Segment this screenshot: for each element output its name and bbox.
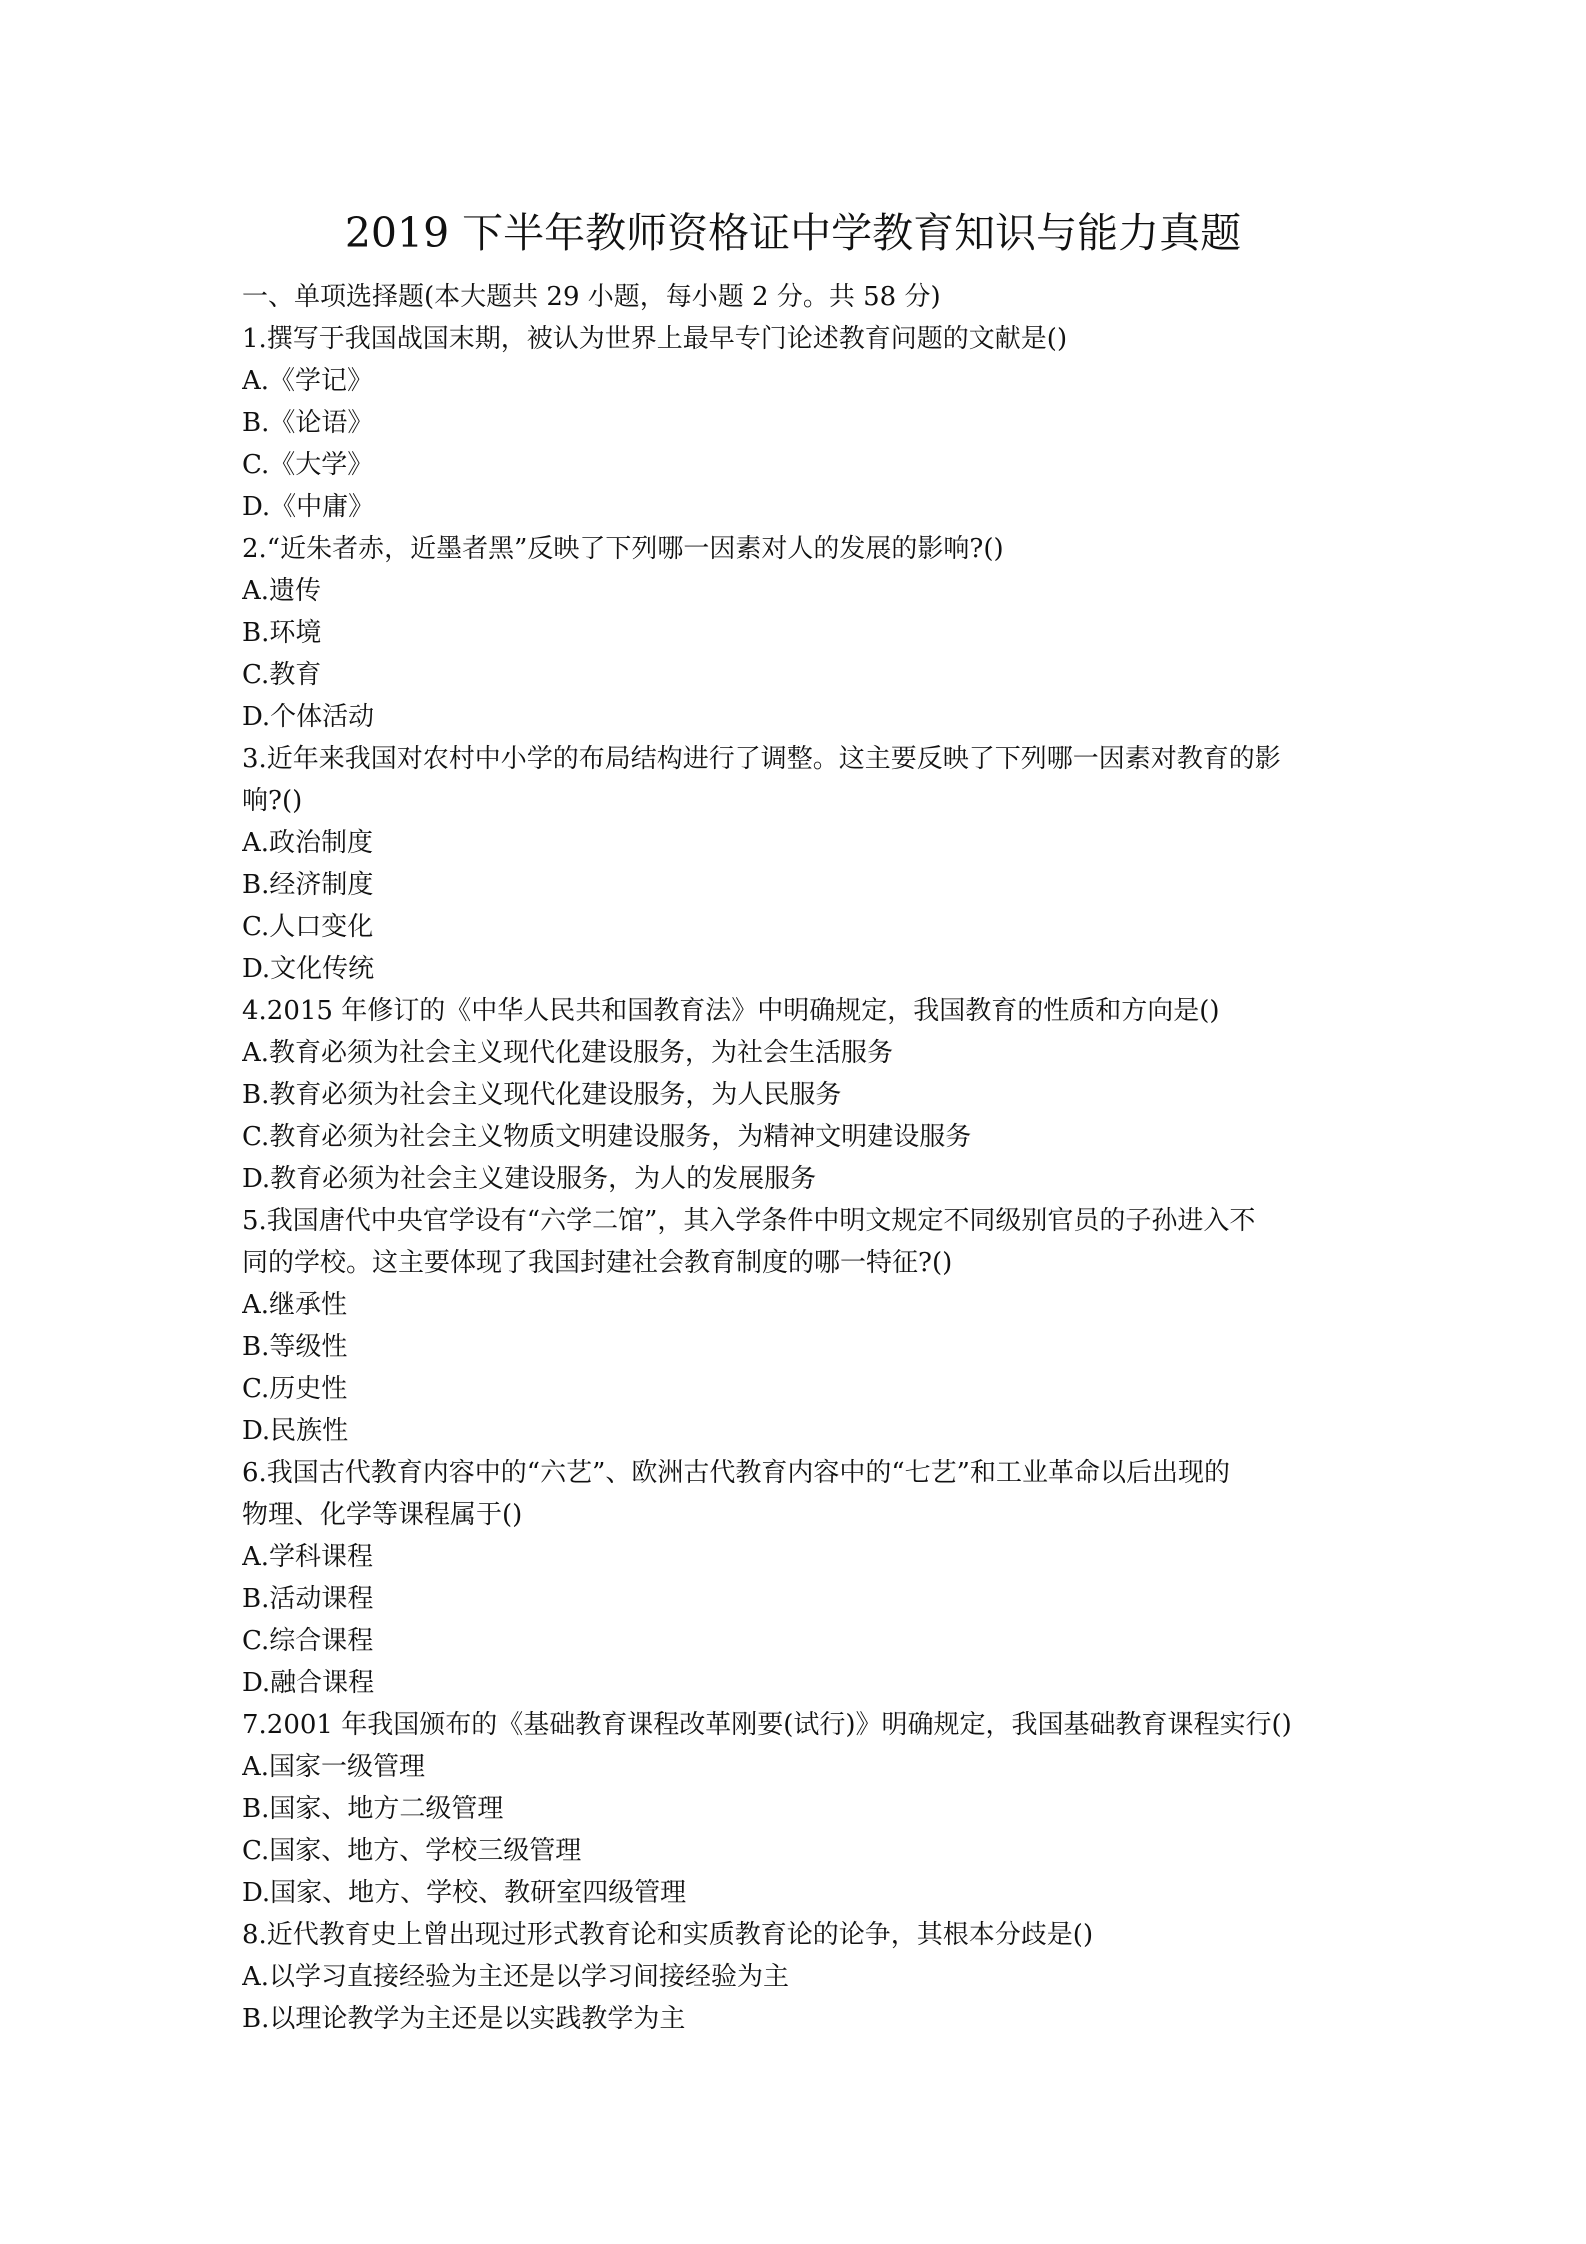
option-a: A.《学记》 [242,366,374,396]
option-c: C.人口变化 [242,912,374,942]
document-body [242,276,1354,2040]
option-a: A.教育必须为社会主义现代化建设服务，为社会生活服务 [242,1038,894,1068]
question-3 [242,738,1354,990]
option-c: C.教育 [242,660,322,690]
question-8 [242,1914,1354,2040]
option-a: A.遗传 [242,576,322,606]
option-b: B.《论语》 [242,408,374,438]
question-stem-line-2: 物理、化学等课程属于() [242,1500,523,1530]
question-6 [242,1452,1354,1704]
option-c: C.《大学》 [242,450,374,480]
option-b: B.国家、地方二级管理 [242,1794,504,1824]
option-a: A.国家一级管理 [242,1752,426,1782]
option-b: B.以理论教学为主还是以实践教学为主 [242,2004,686,2034]
option-d: D.国家、地方、学校、教研室四级管理 [242,1878,687,1908]
option-d: D.教育必须为社会主义建设服务，为人的发展服务 [242,1164,817,1194]
option-d: D.融合课程 [242,1668,375,1698]
section-heading: 一、单项选择题(本大题共 29 小题，每小题 2 分。共 58 分) [242,282,941,312]
question-5 [242,1200,1354,1452]
document-title: 2019 下半年教师资格证中学教育知识与能力真题 [344,209,1242,257]
option-a: A.学科课程 [242,1542,374,1572]
question-1 [242,318,1354,528]
question-2 [242,528,1354,738]
question-stem-line-1: 5.我国唐代中央官学设有“六学二馆”，其入学条件中明文规定不同级别官员的子孙进入不 [242,1206,1256,1236]
option-a: A.政治制度 [242,828,374,858]
question-stem-line-2: 响?() [242,786,303,816]
option-a: A.继承性 [242,1290,348,1320]
question-4 [242,990,1354,1200]
question-7 [242,1704,1354,1914]
option-c: C.教育必须为社会主义物质文明建设服务，为精神文明建设服务 [242,1122,972,1152]
option-c: C.综合课程 [242,1626,374,1656]
question-stem-line-2: 同的学校。这主要体现了我国封建社会教育制度的哪一特征?() [242,1248,953,1278]
question-stem: 4.2015 年修订的《中华人民共和国教育法》中明确规定，我国教育的性质和方向是() [242,996,1220,1026]
option-d: D.民族性 [242,1416,349,1446]
option-b: B.等级性 [242,1332,348,1362]
question-stem-line-1: 6.我国古代教育内容中的“六艺”、欧洲古代教育内容中的“七艺”和工业革命以后出现的 [242,1458,1230,1488]
question-stem: 8.近代教育史上曾出现过形式教育论和实质教育论的论争，其根本分歧是() [242,1920,1094,1950]
option-b: B.环境 [242,618,322,648]
option-b: B.经济制度 [242,870,374,900]
question-stem-line-1: 3.近年来我国对农村中小学的布局结构进行了调整。这主要反映了下列哪一因素对教育的影 [242,744,1281,774]
question-stem: 1.撰写于我国战国末期，被认为世界上最早专门论述教育问题的文献是() [242,324,1068,354]
option-c: C.国家、地方、学校三级管理 [242,1836,582,1866]
option-b: B.教育必须为社会主义现代化建设服务，为人民服务 [242,1080,842,1110]
option-a: A.以学习直接经验为主还是以学习间接经验为主 [242,1962,790,1992]
question-stem: 2.“近朱者赤，近墨者黑”反映了下列哪一因素对人的发展的影响?() [242,534,1004,564]
option-d: D.《中庸》 [242,492,375,522]
option-c: C.历史性 [242,1374,348,1404]
question-stem: 7.2001 年我国颁布的《基础教育课程改革刚要(试行)》明确规定，我国基础教育课程实行() [242,1710,1292,1740]
option-d: D.个体活动 [242,702,375,732]
option-d: D.文化传统 [242,954,375,984]
option-b: B.活动课程 [242,1584,374,1614]
